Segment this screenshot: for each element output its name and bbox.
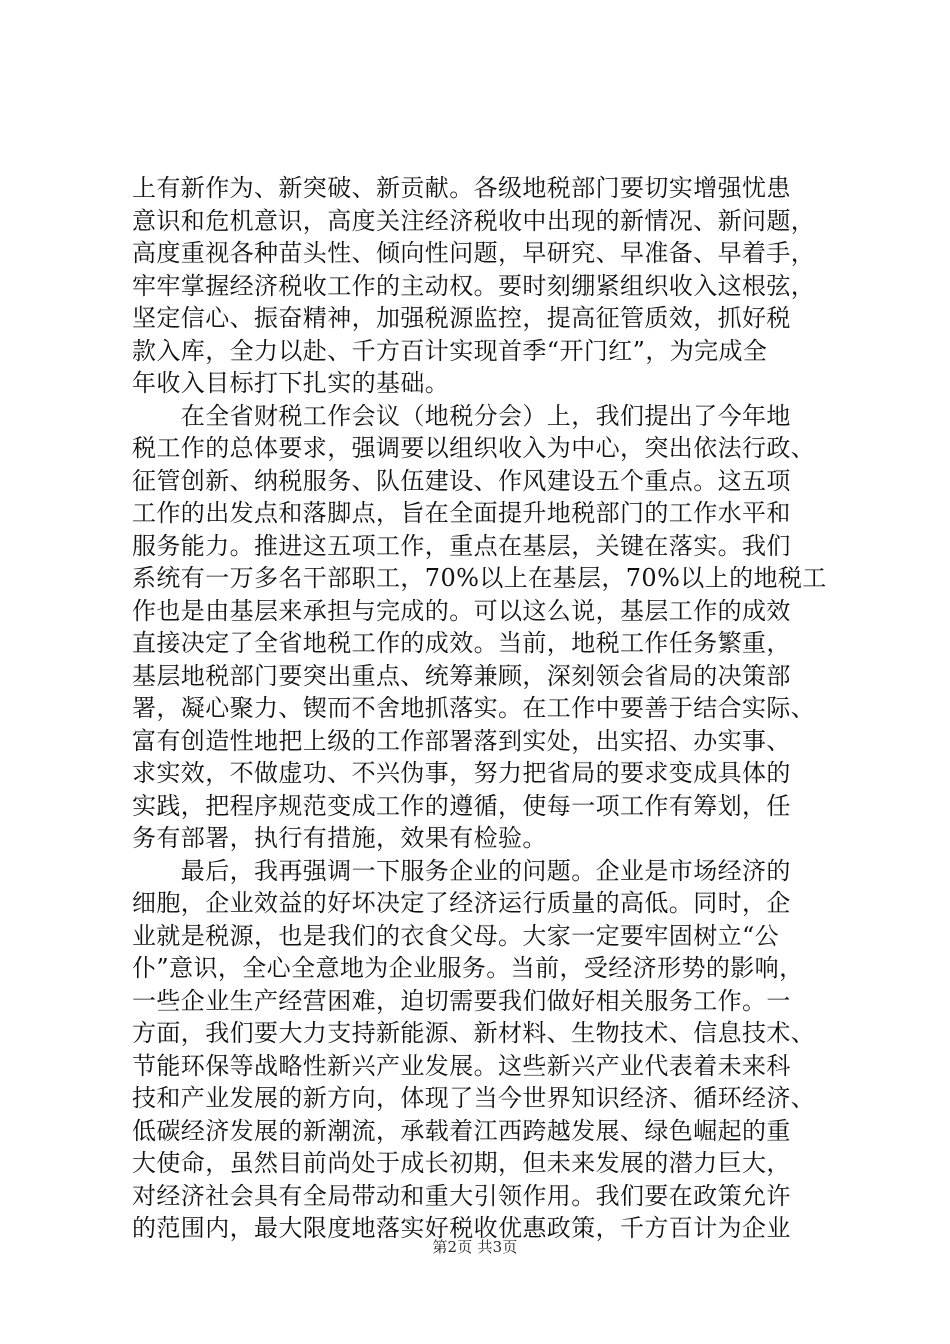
page-number-label: 第2页 共3页	[432, 1238, 518, 1256]
text-line: 业就是税源，也是我们的衣食父母。大家一定要牢固树立“公	[132, 921, 780, 950]
text-line: 对经济社会具有全局带动和重大引领作用。我们要在政策允许	[132, 1181, 791, 1210]
text-line: 在全省财税工作会议（地税分会）上，我们提出了今年地	[132, 401, 791, 430]
text-line: 署，凝心聚力、锲而不舍地抓落实。在工作中要善于结合实际、	[132, 694, 816, 722]
text-line: 富有创造性地把上级的工作部署落到实处，出实招、办实事、	[132, 726, 791, 755]
text-line: 工作的出发点和落脚点，旨在全面提升地税部门的工作水平和	[132, 499, 791, 527]
text-line: 最后，我再强调一下服务企业的问题。企业是市场经济的	[132, 856, 791, 885]
text-line: 款入库，全力以赴、千方百计实现首季“开门红”，为完成全	[132, 336, 768, 365]
text-line: 年收入目标打下扎实的基础。	[132, 369, 450, 397]
text-line: 服务能力。推进这五项工作，重点在基层，关键在落实。我们	[132, 531, 791, 560]
text-line: 税工作的总体要求，强调要以组织收入为中心，突出依法行政、	[132, 434, 816, 462]
page-footer	[0, 1237, 950, 1257]
text-line: 高度重视各种苗头性、倾向性问题，早研究、早准备、早着手，	[132, 239, 816, 267]
text-line: 低碳经济发展的新潮流，承载着江西跨越发展、绿色崛起的重	[132, 1116, 791, 1145]
text-line: 技和产业发展的新方向，体现了当今世界知识经济、循环经济、	[132, 1084, 816, 1112]
text-line: 仆”意识，全心全意地为企业服务。当前，受经济形势的影响，	[132, 954, 804, 982]
text-line: 坚定信心、振奋精神，加强税源监控，提高征管质效，抓好税	[132, 304, 791, 332]
text-line: 系统有一万多名干部职工，70%以上在基层，70%以上的地税工	[132, 564, 827, 592]
text-line: 征管创新、纳税服务、队伍建设、作风建设五个重点。这五项	[132, 466, 791, 495]
text-line: 节能环保等战略性新兴产业发展。这些新兴产业代表着未来科	[132, 1051, 791, 1080]
text-line: 方面，我们要大力支持新能源、新材料、生物技术、信息技术、	[132, 1019, 816, 1047]
text-line: 求实效，不做虚功、不兴伪事，努力把省局的要求变成具体的	[132, 759, 791, 787]
text-line: 作也是由基层来承担与完成的。可以这么说，基层工作的成效	[132, 596, 791, 625]
text-line: 务有部署，执行有措施，效果有检验。	[132, 824, 547, 852]
text-line: 一些企业生产经营困难，迫切需要我们做好相关服务工作。一	[132, 986, 791, 1015]
text-line: 上有新作为、新突破、新贡献。各级地税部门要切实增强忧患	[132, 174, 791, 202]
body-text	[132, 172, 838, 1245]
text-line: 大使命，虽然目前尚处于成长初期，但未来发展的潜力巨大，	[132, 1149, 791, 1177]
text-line: 实践，把程序规范变成工作的遵循，使每一项工作有筹划，任	[132, 791, 791, 820]
text-line: 意识和危机意识，高度关注经济税收中出现的新情况、新问题，	[132, 206, 816, 235]
text-line: 细胞，企业效益的好坏决定了经济运行质量的高低。同时，企	[132, 889, 791, 917]
text-line: 的范围内，最大限度地落实好税收优惠政策，千方百计为企业	[132, 1214, 791, 1242]
text-line: 直接决定了全省地税工作的成效。当前，地税工作任务繁重，	[132, 629, 791, 657]
text-line: 牢牢掌握经济税收工作的主动权。要时刻绷紧组织收入这根弦，	[132, 271, 816, 300]
text-line: 基层地税部门要突出重点、统筹兼顾，深刻领会省局的决策部	[132, 661, 791, 690]
